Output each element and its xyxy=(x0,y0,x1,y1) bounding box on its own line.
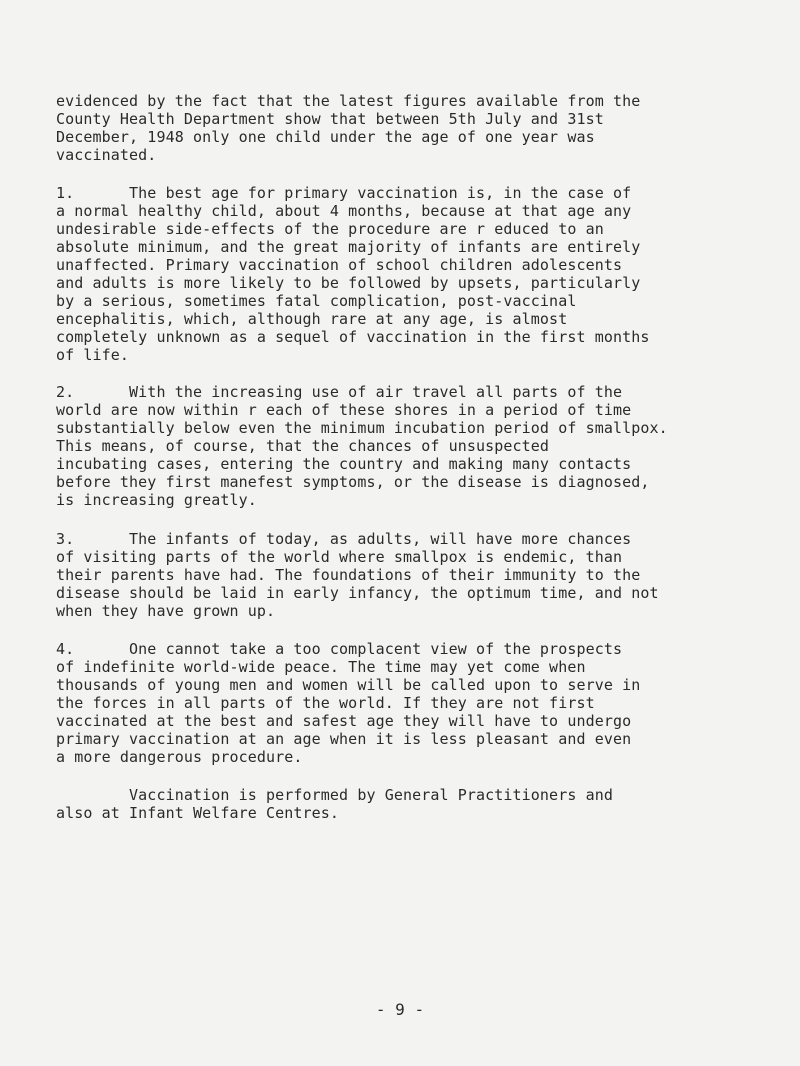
paragraph-3 xyxy=(56,530,784,620)
text-line: 3. The infants of today, as adults, will have more chances xyxy=(56,530,632,548)
text-line: thousands of young men and women will be called upon to serve in xyxy=(56,676,641,694)
text-line: the forces in all parts of the world. If they are not first xyxy=(56,694,595,712)
text-line: absolute minimum, and the great majority of infants are entirely xyxy=(56,238,641,256)
text-line: Vaccination is performed by General Practitioners and xyxy=(56,786,613,804)
text-line: and adults is more likely to be followed by upsets, particularly xyxy=(56,274,641,292)
paragraph-2 xyxy=(56,383,784,509)
text-line: of indefinite world-wide peace. The time may yet come when xyxy=(56,658,586,676)
text-line: 2. With the increasing use of air travel all parts of the xyxy=(56,383,623,401)
text-line: encephalitis, which, although rare at any age, is almost xyxy=(56,310,568,328)
text-line: of visiting parts of the world where smallpox is endemic, than xyxy=(56,548,623,566)
text-line: 4. One cannot take a too complacent view of the prospects xyxy=(56,640,623,658)
paragraph-1 xyxy=(56,184,784,364)
text-line: County Health Department show that between 5th July and 31st xyxy=(56,110,604,128)
text-line: evidenced by the fact that the latest figures available from the xyxy=(56,92,641,110)
text-line: substantially below even the minimum incubation period of smallpox. xyxy=(56,419,668,437)
text-line: incubating cases, entering the country and making many contacts xyxy=(56,455,632,473)
text-line: world are now within r each of these shores in a period of time xyxy=(56,401,632,419)
text-line: This means, of course, that the chances of unsuspected xyxy=(56,437,550,455)
text-line: of life. xyxy=(56,346,130,364)
text-line: by a serious, sometimes fatal complication, post-vaccinal xyxy=(56,292,577,310)
page-number: - 9 - xyxy=(375,1000,425,1019)
text-line: primary vaccination at an age when it is less pleasant and even xyxy=(56,730,632,748)
paragraph-4 xyxy=(56,640,784,766)
paragraph-closing xyxy=(56,786,784,822)
text-line: is increasing greatly. xyxy=(56,491,257,509)
text-line: December, 1948 only one child under the age of one year was xyxy=(56,128,595,146)
text-line: before they first manefest symptoms, or the disease is diagnosed, xyxy=(56,473,650,491)
text-line: vaccinated. xyxy=(56,146,157,164)
text-line: vaccinated at the best and safest age they will have to undergo xyxy=(56,712,632,730)
text-line: a normal healthy child, about 4 months, because at that age any xyxy=(56,202,632,220)
text-line: a more dangerous procedure. xyxy=(56,748,303,766)
text-line: disease should be laid in early infancy, the optimum time, and not xyxy=(56,584,659,602)
text-line: unaffected. Primary vaccination of school children adolescents xyxy=(56,256,623,274)
text-line: completely unknown as a sequel of vaccination in the first months xyxy=(56,328,650,346)
text-line: 1. The best age for primary vaccination is, in the case of xyxy=(56,184,632,202)
text-line: when they have grown up. xyxy=(56,602,276,620)
text-line: undesirable side-effects of the procedure are r educed to an xyxy=(56,220,604,238)
text-line: also at Infant Welfare Centres. xyxy=(56,804,340,822)
paragraph-intro xyxy=(56,92,784,164)
text-line: their parents have had. The foundations of their immunity to the xyxy=(56,566,641,584)
